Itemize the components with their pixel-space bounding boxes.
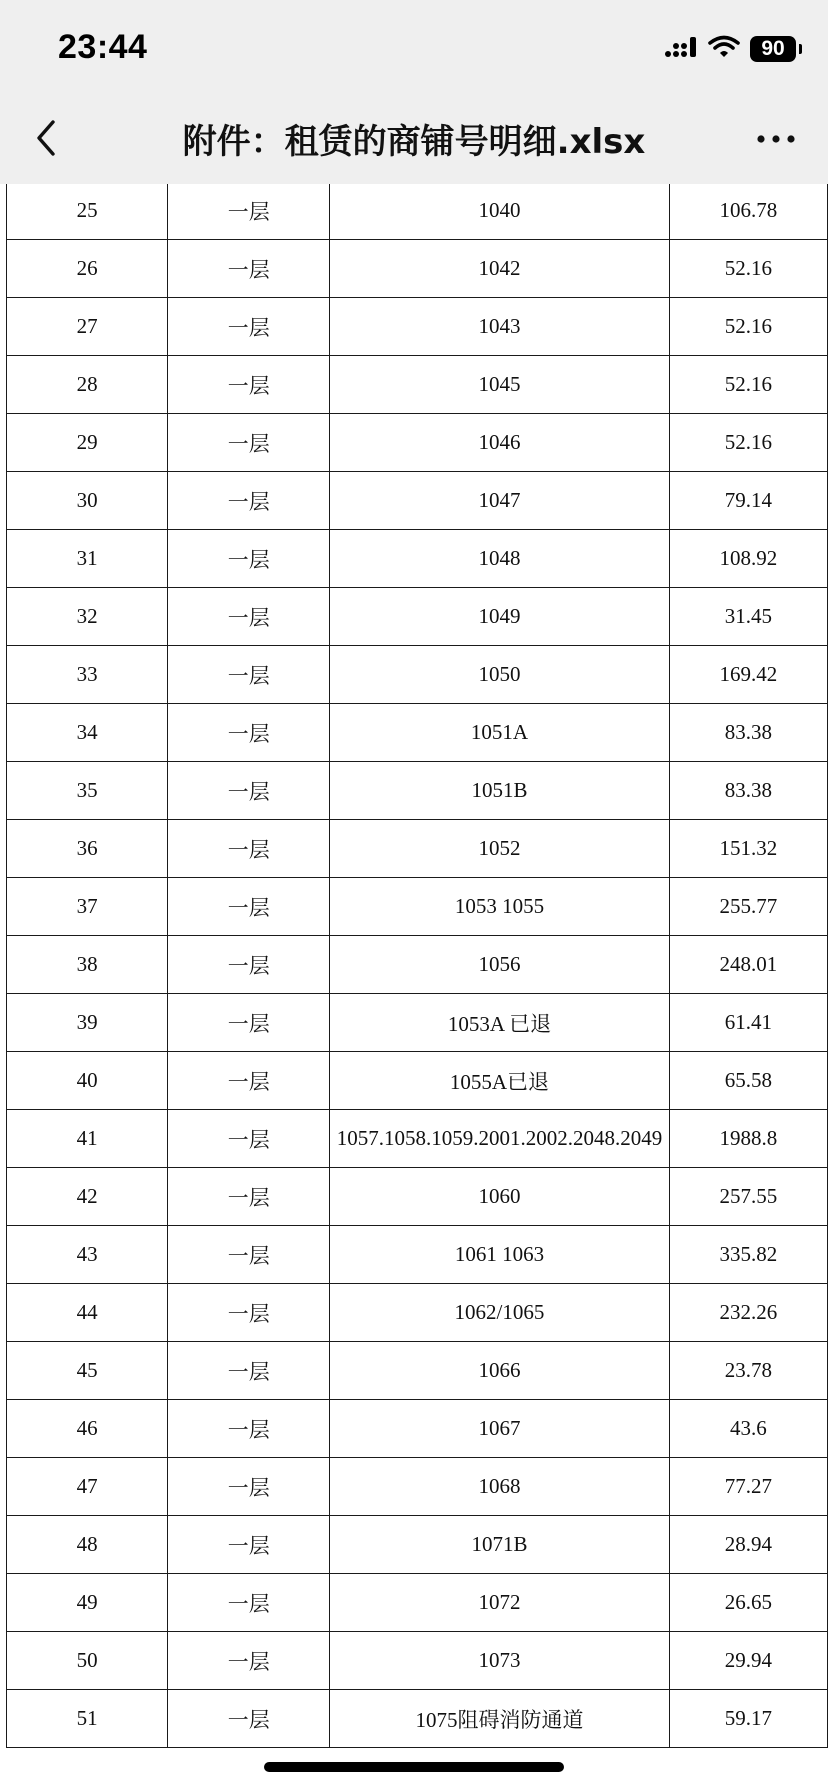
navigation-bar [0,96,828,184]
cell-area[interactable]: 61.41 [669,994,827,1052]
status-icons [664,34,796,64]
cell-number[interactable]: 26 [7,240,168,298]
cell-shop-number[interactable]: 1046 [330,414,670,472]
spreadsheet-view[interactable] [0,184,828,1792]
table-row [7,414,828,472]
table-row [7,1574,828,1632]
table-row [7,1690,828,1748]
cell-number[interactable]: 46 [7,1400,168,1458]
table-row [7,1052,828,1110]
cell-shop-number[interactable]: 1050 [330,646,670,704]
cell-shop-number[interactable]: 1045 [330,356,670,414]
table-row [7,994,828,1052]
cell-floor[interactable]: 一层 [168,704,330,762]
table-row [7,240,828,298]
cell-area[interactable]: 151.32 [669,820,827,878]
cell-area[interactable]: 43.6 [669,1400,827,1458]
cell-floor[interactable]: 一层 [168,1632,330,1690]
cell-number[interactable]: 38 [7,936,168,994]
table-row [7,704,828,762]
table-row [7,1226,828,1284]
cell-shop-number[interactable]: 1075阻碍消防通道 [330,1690,670,1748]
more-button[interactable] [752,120,800,160]
cell-shop-number[interactable]: 1042 [330,240,670,298]
cell-floor[interactable]: 一层 [168,1052,330,1110]
table-row [7,530,828,588]
status-time: 23:44 [58,28,148,66]
cell-number[interactable]: 31 [7,530,168,588]
cell-floor[interactable]: 一层 [168,1342,330,1400]
cell-shop-number[interactable]: 1051B [330,762,670,820]
cell-area[interactable]: 83.38 [669,762,827,820]
cell-floor[interactable]: 一层 [168,1400,330,1458]
cell-number[interactable]: 45 [7,1342,168,1400]
cell-floor[interactable]: 一层 [168,298,330,356]
cell-area[interactable]: 1988.8 [669,1110,827,1168]
table-row [7,936,828,994]
cell-area[interactable]: 257.55 [669,1168,827,1226]
cell-floor[interactable]: 一层 [168,936,330,994]
cell-area[interactable]: 77.27 [669,1458,827,1516]
cell-area[interactable]: 52.16 [669,240,827,298]
cell-shop-number[interactable]: 1052 [330,820,670,878]
cell-number[interactable]: 28 [7,356,168,414]
cell-shop-number[interactable]: 1057.1058.1059.2001.2002.2048.2049 [330,1110,670,1168]
cell-shop-number[interactable]: 1049 [330,588,670,646]
cell-floor[interactable]: 一层 [168,994,330,1052]
cell-area[interactable]: 52.16 [669,414,827,472]
cell-shop-number[interactable]: 1060 [330,1168,670,1226]
cell-number[interactable]: 39 [7,994,168,1052]
table-row [7,184,828,240]
table-body [7,184,828,1748]
cell-shop-number[interactable]: 1051A [330,704,670,762]
cell-number[interactable]: 36 [7,820,168,878]
table-row [7,298,828,356]
cell-area[interactable]: 255.77 [669,878,827,936]
shop-table [6,184,828,1748]
cell-floor[interactable]: 一层 [168,1574,330,1632]
table-row [7,1516,828,1574]
cell-shop-number[interactable]: 1067 [330,1400,670,1458]
cell-floor[interactable]: 一层 [168,1110,330,1168]
table-row [7,356,828,414]
cell-number[interactable]: 44 [7,1284,168,1342]
cell-floor[interactable]: 一层 [168,1226,330,1284]
cell-area[interactable]: 26.65 [669,1574,827,1632]
cell-floor[interactable]: 一层 [168,530,330,588]
wifi-icon [708,35,740,64]
page-title: 附件：租赁的商铺号明细.xlsx [182,122,646,162]
cell-shop-number[interactable]: 1071B [330,1516,670,1574]
cell-shop-number[interactable]: 1056 [330,936,670,994]
cell-area[interactable]: 65.58 [669,1052,827,1110]
table-row [7,1284,828,1342]
table-row [7,1110,828,1168]
cell-shop-number[interactable]: 1072 [330,1574,670,1632]
cell-shop-number[interactable]: 1073 [330,1632,670,1690]
cell-number[interactable]: 27 [7,298,168,356]
cell-floor[interactable]: 一层 [168,184,330,240]
cell-floor[interactable]: 一层 [168,878,330,936]
cell-shop-number[interactable]: 1043 [330,298,670,356]
cell-shop-number[interactable]: 1048 [330,530,670,588]
cell-floor[interactable]: 一层 [168,588,330,646]
cell-area[interactable]: 79.14 [669,472,827,530]
battery-icon: 90 [750,36,796,62]
cell-shop-number[interactable]: 1053 1055 [330,878,670,936]
cell-shop-number[interactable]: 1055A已退 [330,1052,670,1110]
cell-floor[interactable]: 一层 [168,646,330,704]
cell-number[interactable]: 51 [7,1690,168,1748]
cell-area[interactable]: 248.01 [669,936,827,994]
cell-area[interactable]: 31.45 [669,588,827,646]
cell-floor[interactable]: 一层 [168,240,330,298]
table-row [7,762,828,820]
cell-area[interactable]: 106.78 [669,184,827,240]
cell-number[interactable]: 50 [7,1632,168,1690]
cell-shop-number[interactable]: 1047 [330,472,670,530]
cell-number[interactable]: 42 [7,1168,168,1226]
cell-area[interactable]: 108.92 [669,530,827,588]
cell-area[interactable]: 28.94 [669,1516,827,1574]
cell-area[interactable]: 335.82 [669,1226,827,1284]
cell-area[interactable]: 29.94 [669,1632,827,1690]
cell-floor[interactable]: 一层 [168,414,330,472]
cell-number[interactable]: 37 [7,878,168,936]
cell-number[interactable]: 40 [7,1052,168,1110]
cell-floor[interactable]: 一层 [168,820,330,878]
cell-number[interactable]: 41 [7,1110,168,1168]
more-horizontal-icon [756,131,796,149]
cell-shop-number[interactable]: 1068 [330,1458,670,1516]
cell-floor[interactable]: 一层 [168,1690,330,1748]
cell-floor[interactable]: 一层 [168,1168,330,1226]
cell-floor[interactable]: 一层 [168,472,330,530]
cell-number[interactable]: 35 [7,762,168,820]
status-bar [0,0,828,96]
cell-shop-number[interactable]: 1066 [330,1342,670,1400]
cell-number[interactable]: 33 [7,646,168,704]
cell-floor[interactable]: 一层 [168,762,330,820]
cell-number[interactable]: 48 [7,1516,168,1574]
table-row [7,1458,828,1516]
cell-area[interactable]: 23.78 [669,1342,827,1400]
cell-area[interactable]: 52.16 [669,356,827,414]
cell-number[interactable]: 25 [7,184,168,240]
cell-floor[interactable]: 一层 [168,1458,330,1516]
cell-floor[interactable]: 一层 [168,1284,330,1342]
cell-shop-number[interactable]: 1040 [330,184,670,240]
table-row [7,1168,828,1226]
cell-area[interactable]: 83.38 [669,704,827,762]
cell-floor[interactable]: 一层 [168,356,330,414]
cell-area[interactable]: 59.17 [669,1690,827,1748]
cell-area[interactable]: 232.26 [669,1284,827,1342]
table-row [7,1632,828,1690]
cell-number[interactable]: 43 [7,1226,168,1284]
cell-number[interactable]: 34 [7,704,168,762]
cell-area[interactable]: 52.16 [669,298,827,356]
cell-number[interactable]: 49 [7,1574,168,1632]
table-row [7,878,828,936]
cell-number[interactable]: 30 [7,472,168,530]
cell-shop-number[interactable]: 1053A 已退 [330,994,670,1052]
cell-shop-number[interactable]: 1062/1065 [330,1284,670,1342]
table-row [7,646,828,704]
cell-shop-number[interactable]: 1061 1063 [330,1226,670,1284]
cell-number[interactable]: 47 [7,1458,168,1516]
cellular-signal-icon [664,35,698,64]
table-row [7,1342,828,1400]
table-row [7,1400,828,1458]
table-row [7,588,828,646]
table-row [7,472,828,530]
cell-floor[interactable]: 一层 [168,1516,330,1574]
table-row [7,820,828,878]
cell-area[interactable]: 169.42 [669,646,827,704]
home-indicator [264,1762,564,1772]
cell-number[interactable]: 29 [7,414,168,472]
cell-number[interactable]: 32 [7,588,168,646]
